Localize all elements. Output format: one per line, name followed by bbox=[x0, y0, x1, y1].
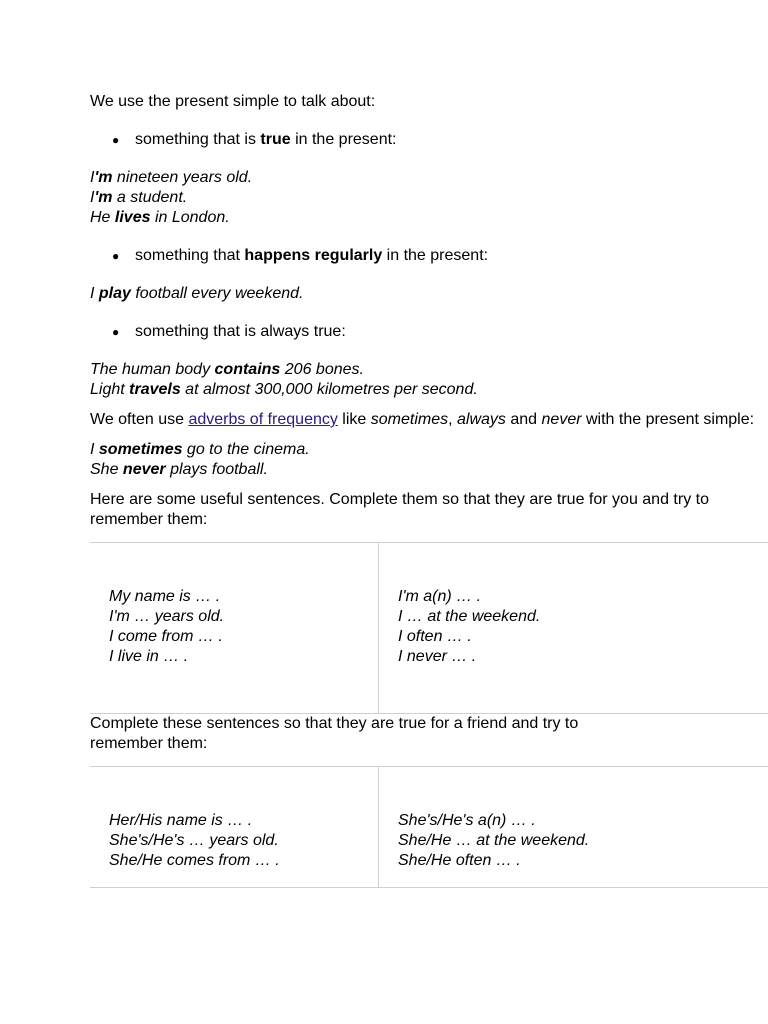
example-sentence: The human body contains 206 bones. bbox=[90, 361, 364, 378]
adverbs-paragraph: We often use adverbs of frequency like sometimes, always and never with the present simple: bbox=[90, 411, 755, 428]
example-sentence: I play football every weekend. bbox=[90, 285, 304, 302]
table-line: She/He often … . bbox=[398, 852, 521, 869]
bullet-list-2 bbox=[90, 246, 768, 266]
table-cell-left bbox=[90, 767, 378, 887]
example-group bbox=[90, 168, 768, 228]
example-sentence: I'm a student. bbox=[90, 189, 188, 206]
table-cell-left bbox=[90, 543, 378, 713]
bullet-icon: ● bbox=[112, 249, 120, 263]
list-item: ● something that happens regularly in the present: bbox=[112, 247, 489, 264]
useful-sentences-intro: Here are some useful sentences. Complete them so that they are true for you and try to remember them: bbox=[90, 491, 709, 528]
emphasis: happens regularly bbox=[244, 247, 383, 264]
intro-text: We use the present simple to talk about: bbox=[90, 93, 376, 110]
example-group bbox=[90, 284, 768, 304]
example-group bbox=[90, 440, 768, 480]
bullet-icon: ● bbox=[112, 325, 120, 339]
table-line: My name is … . bbox=[109, 588, 221, 605]
table-line: I come from … . bbox=[109, 628, 223, 645]
example-sentence: I sometimes go to the cinema. bbox=[90, 441, 310, 458]
table-line: I … at the weekend. bbox=[398, 608, 541, 625]
friend-sentences-intro: Complete these sentences so that they are true for a friend and try to remember them: bbox=[90, 715, 579, 752]
table-line: I live in … . bbox=[109, 648, 189, 665]
bullet-icon: ● bbox=[112, 133, 120, 147]
bullet-list-1 bbox=[90, 130, 768, 150]
list-item: ● something that is always true: bbox=[112, 323, 346, 340]
example-sentence: He lives in London. bbox=[90, 209, 230, 226]
sentences-table-you bbox=[90, 542, 768, 714]
table-line: She's/He's a(n) … . bbox=[398, 812, 536, 829]
table-line: I'm a(n) … . bbox=[398, 588, 482, 605]
adverbs-of-frequency-link[interactable]: adverbs of frequency bbox=[188, 411, 338, 428]
table-line: She/He comes from … . bbox=[109, 852, 280, 869]
table-cell-right bbox=[378, 767, 768, 887]
example-sentence: Light travels at almost 300,000 kilometres per second. bbox=[90, 381, 478, 398]
sentences-table-friend bbox=[90, 766, 768, 888]
document-body bbox=[90, 92, 768, 888]
example-sentence: She never plays football. bbox=[90, 461, 268, 478]
table-line: I never … . bbox=[398, 648, 477, 665]
table-line: She/He … at the weekend. bbox=[398, 832, 590, 849]
example-sentence: I'm nineteen years old. bbox=[90, 169, 253, 186]
table-line: She's/He's … years old. bbox=[109, 832, 279, 849]
bullet-list-3 bbox=[90, 322, 768, 342]
table-line: Her/His name is … . bbox=[109, 812, 253, 829]
list-item: ● something that is true in the present: bbox=[112, 131, 397, 148]
emphasis: true bbox=[260, 131, 291, 148]
example-group bbox=[90, 360, 768, 400]
table-line: I'm … years old. bbox=[109, 608, 225, 625]
table-cell-right bbox=[378, 543, 768, 713]
table-line: I often … . bbox=[398, 628, 472, 645]
